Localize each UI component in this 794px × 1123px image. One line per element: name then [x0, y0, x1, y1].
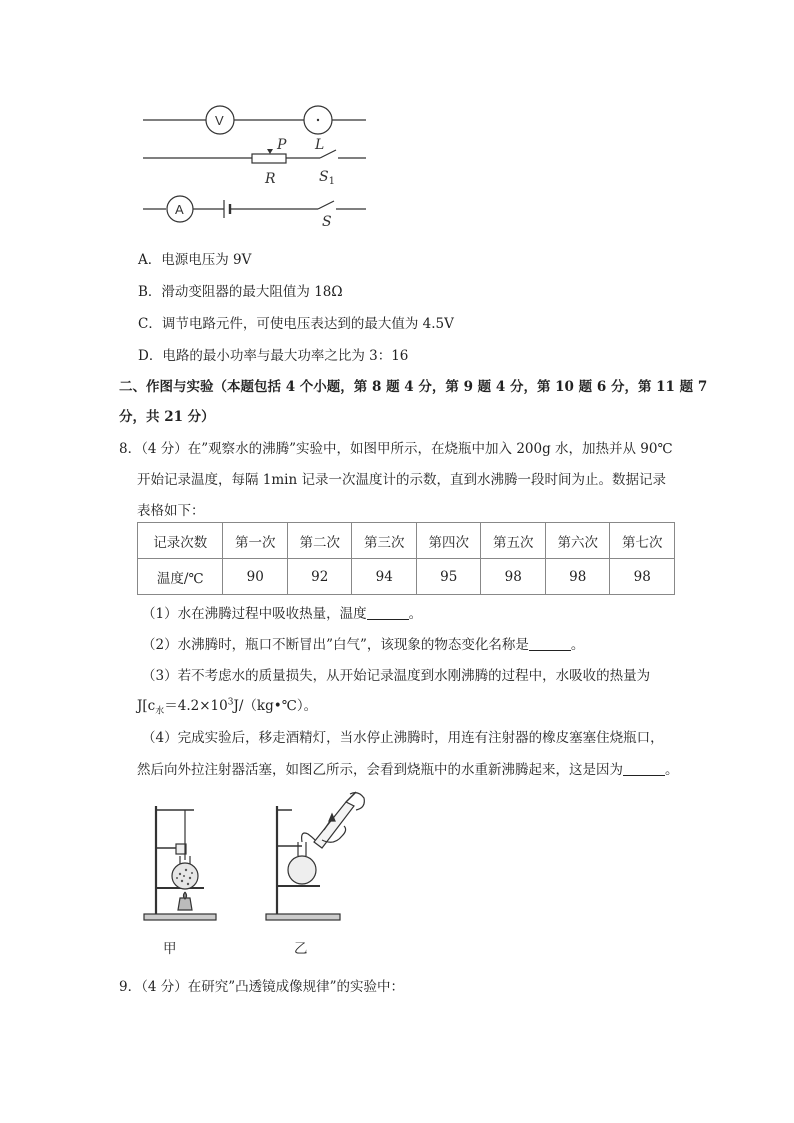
table-row [138, 559, 675, 595]
section-heading-line2: 分，共 21 分） [119, 409, 215, 425]
q8-sub4-end: 。 [665, 762, 679, 778]
table-cell: 94 [352, 559, 417, 595]
ammeter-label: A [175, 202, 184, 217]
table-cell: 第四次 [416, 523, 481, 559]
q8-sub2 [142, 633, 584, 653]
q8-line2: 开始记录温度，每隔 1min 记录一次温度计的示数，直到水沸腾一段时间为止。数据记录 [137, 472, 666, 488]
switch-s-symbol [318, 201, 334, 209]
q8-sub3-line1: （3）若不考虑水的质量损失，从开始记录温度到水刚沸腾的过程中，水吸收的热量为 [142, 668, 651, 684]
circuit-diagram [138, 96, 372, 236]
table-cell: 92 [287, 559, 352, 595]
figure-yi-label: 乙 [294, 941, 308, 957]
table-cell: 第六次 [545, 523, 610, 559]
q8-sub3-a: J[c [137, 698, 156, 714]
table-cell: 98 [481, 559, 546, 595]
switch-s-label: S [322, 214, 332, 230]
table-cell: 第一次 [223, 523, 288, 559]
answer-blank[interactable] [623, 761, 665, 776]
q9-line1: 9．（4 分）在研究”凸透镜成像规律”的实验中： [119, 979, 405, 995]
q8-sub1-text: （1）水在沸腾过程中吸收热量，温度 [142, 606, 367, 622]
option-d: D．电路的最小功率与最大功率之比为 3：16 [138, 348, 409, 364]
q8-sub3-b: ＝4.2×10 [164, 698, 228, 714]
answer-blank[interactable] [367, 605, 409, 620]
q8-sub4-line1: （4）完成实验后，移走酒精灯，当水停止沸腾时，用连有注射器的橡皮塞塞住烧瓶口， [142, 730, 664, 746]
q8-sub2-text: （2）水沸腾时，瓶口不断冒出”白气”，该现象的物态变化名称是 [142, 637, 529, 653]
table-cell: 90 [223, 559, 288, 595]
q8-line1: 8．（4 分）在”观察水的沸腾”实验中，如图甲所示，在烧瓶中加入 200g 水，加热并从 90℃ [119, 441, 673, 457]
table-cell: 98 [610, 559, 675, 595]
q8-sub3-c: J/（kg•℃）。 [233, 698, 318, 714]
table-cell: 第七次 [610, 523, 675, 559]
data-table [137, 522, 675, 595]
q8-sub4-text: 然后向外拉注射器活塞，如图乙所示，会看到烧瓶中的水重新沸腾起来，这是因为 [137, 762, 623, 778]
q8-line3: 表格如下： [137, 503, 205, 519]
slider-label: P [277, 137, 287, 153]
option-c: C．调节电路元件，可使电压表达到的最大值为 4.5V [138, 316, 454, 332]
figure-yi [262, 790, 372, 925]
answer-blank[interactable] [529, 636, 571, 651]
rheostat-label: R [265, 171, 276, 187]
table-header-row [138, 523, 675, 559]
q8-sub2-end: 。 [570, 637, 585, 653]
figure-jia-label: 甲 [163, 941, 177, 957]
q8-sub3-sub: 水 [155, 706, 165, 717]
switch-s1-label: $S_1$ [319, 169, 335, 187]
table-cell: 温度/℃ [138, 559, 223, 595]
lamp-label: L [315, 137, 325, 153]
table-cell: 第二次 [287, 523, 352, 559]
rheostat-symbol [252, 154, 286, 163]
slider-arrow [267, 149, 273, 154]
q8-sub1-end: 。 [408, 606, 423, 622]
option-b: B．滑动变阻器的最大阻值为 18Ω [138, 284, 343, 300]
option-a: A．电源电压为 9V [138, 252, 252, 268]
table-cell: 98 [545, 559, 610, 595]
q8-sub3-sup: 3 [227, 697, 234, 708]
table-cell: 第三次 [352, 523, 417, 559]
voltmeter-label: V [215, 113, 224, 128]
q8-sub3-line2 [137, 694, 317, 717]
table-cell: 记录次数 [138, 523, 223, 559]
figure-jia [140, 800, 230, 925]
q8-sub4-line2 [137, 758, 679, 778]
q8-sub1 [142, 602, 422, 622]
section-heading-line1: 二、作图与实验（本题包括 4 个小题，第 8 题 4 分，第 9 题 4 分，第 10 题 6 分，第 11 题 7 [119, 379, 708, 395]
table-cell: 95 [416, 559, 481, 595]
table-cell: 第五次 [481, 523, 546, 559]
